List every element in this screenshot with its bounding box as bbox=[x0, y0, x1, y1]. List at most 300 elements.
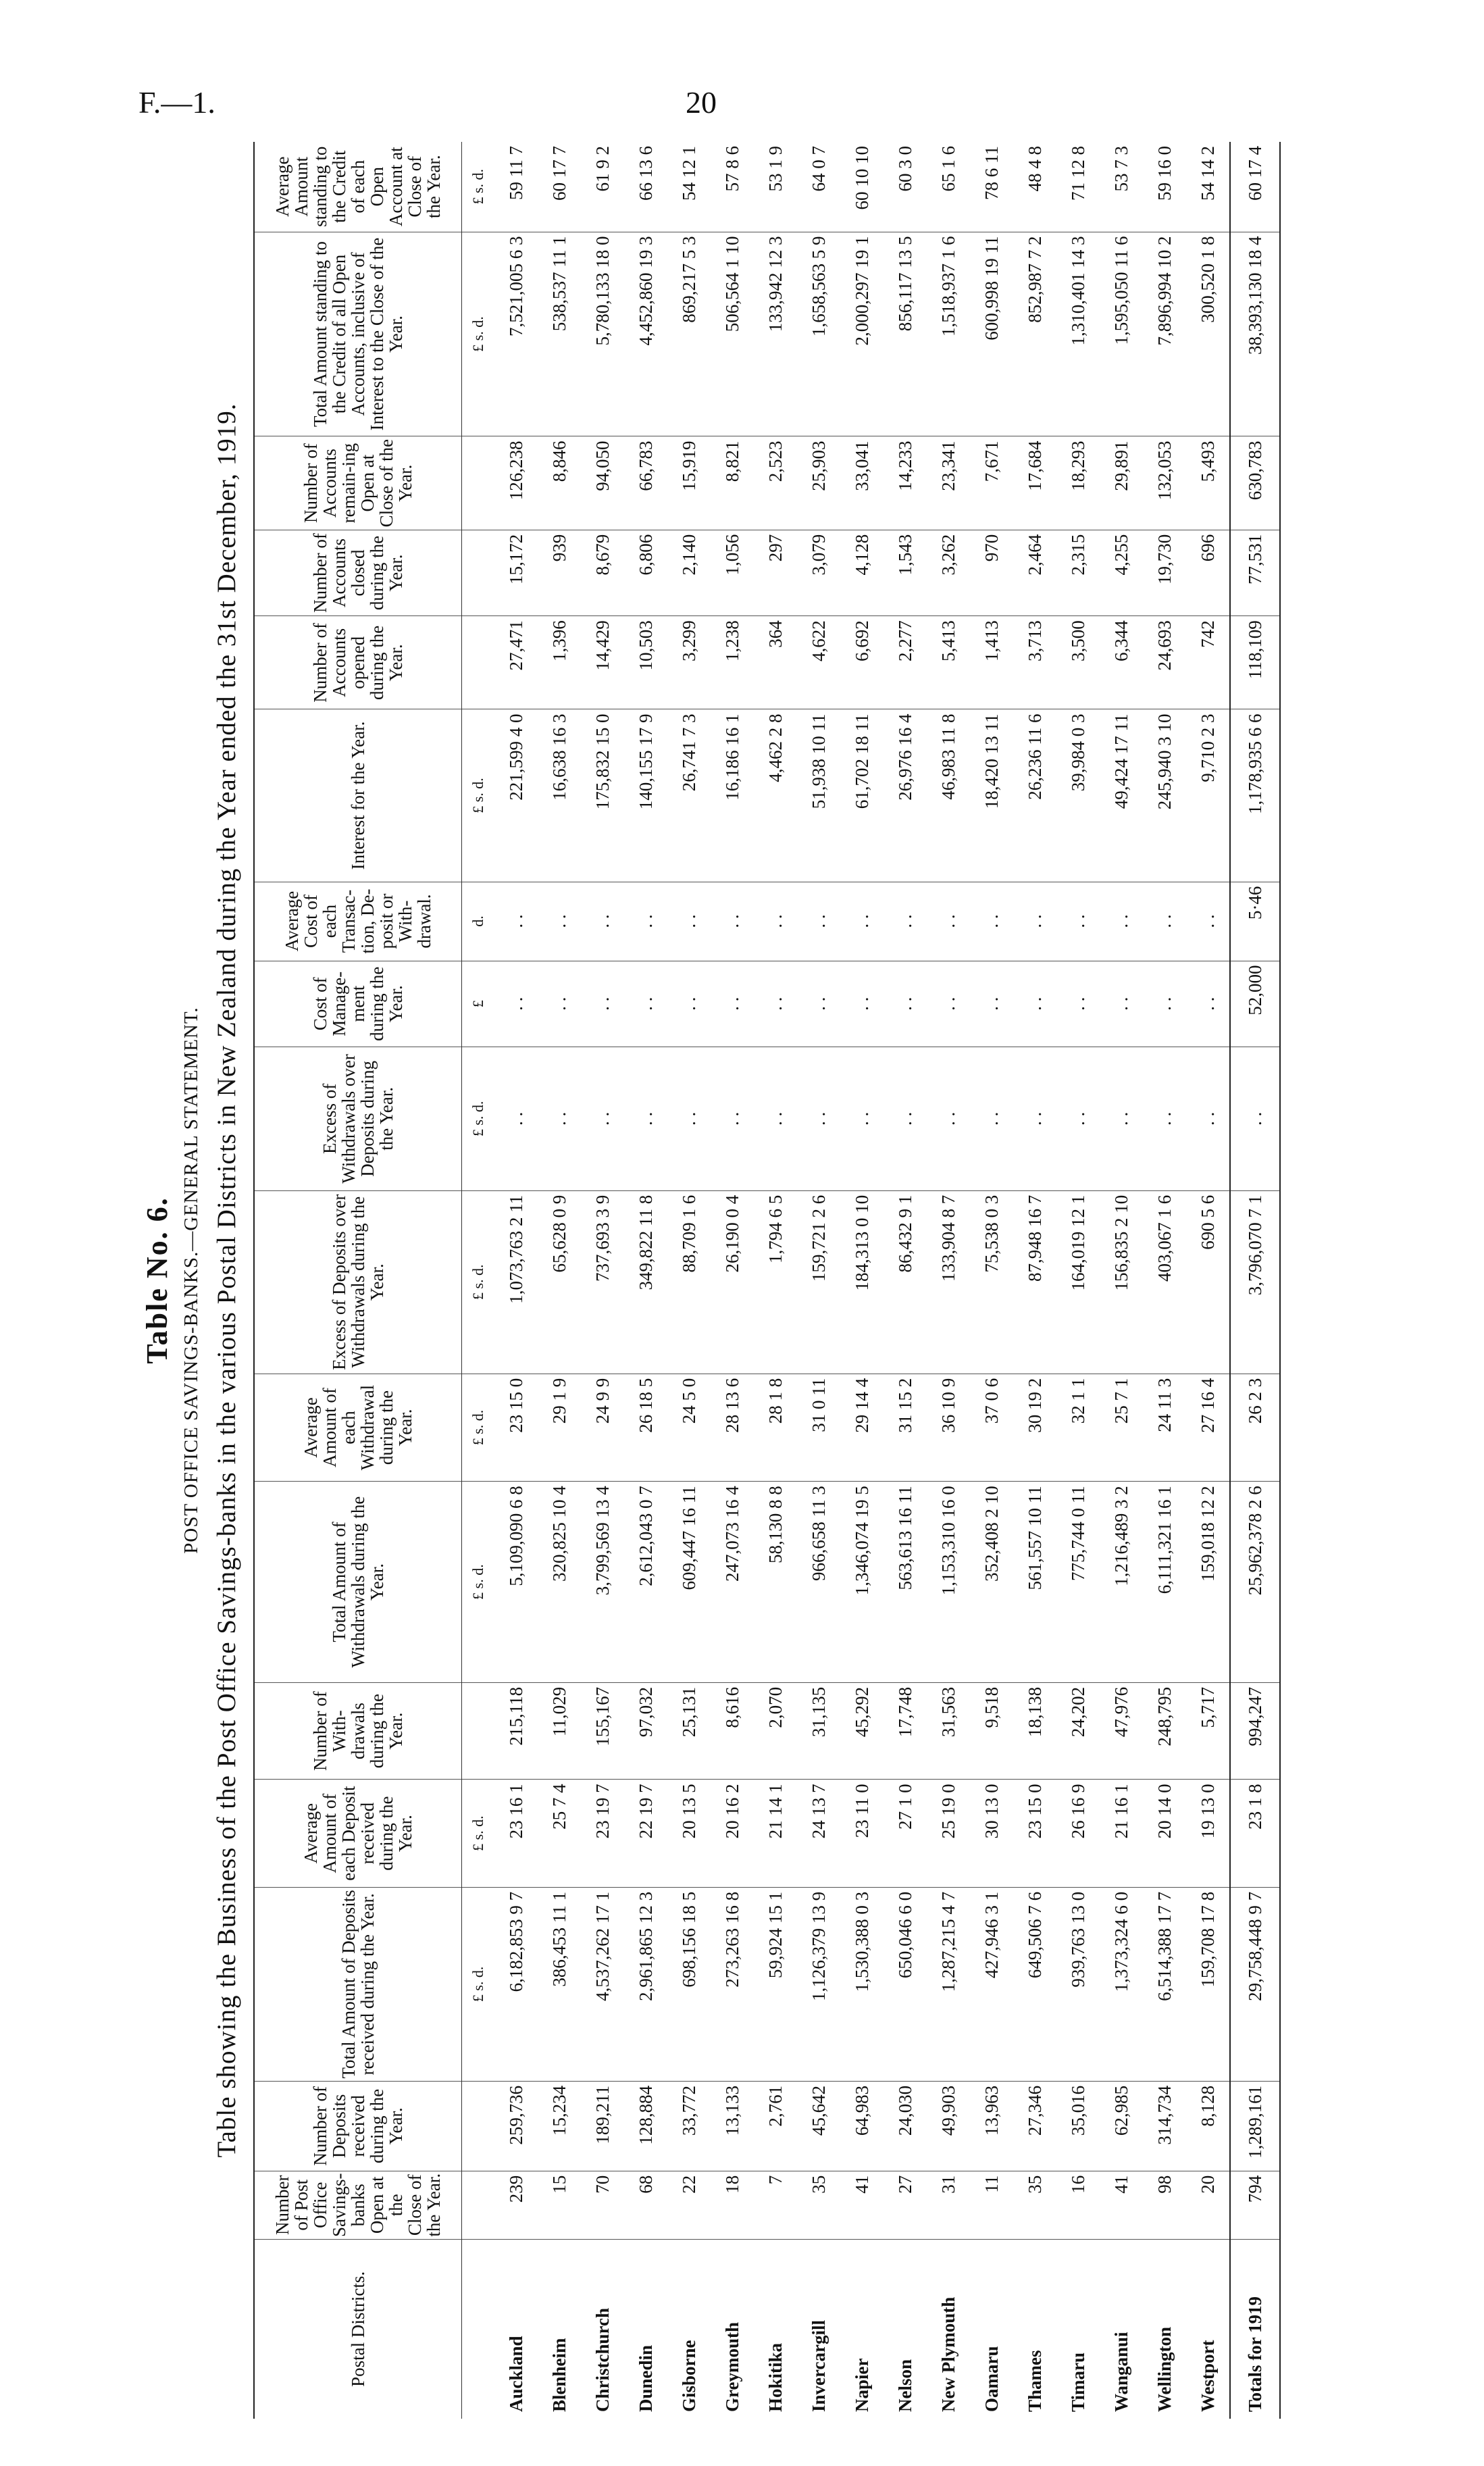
table-cell: . . bbox=[667, 882, 711, 961]
table-cell: 21 16 1 bbox=[1100, 1780, 1143, 1887]
table-cell: 6,111,321 16 1 bbox=[1143, 1482, 1186, 1683]
district-name: Gisborne bbox=[678, 2340, 699, 2412]
table-cell: 561,557 10 11 bbox=[1013, 1482, 1056, 1683]
table-cell: . . bbox=[1100, 1047, 1143, 1191]
table-cell: 17,748 bbox=[884, 1682, 927, 1780]
unit-label: £ bbox=[462, 961, 495, 1047]
table-cell: 7,671 bbox=[970, 436, 1013, 530]
table-cell: 3,299 bbox=[667, 616, 711, 709]
table-cell: 71 12 8 bbox=[1056, 142, 1100, 232]
table-cell: . . bbox=[754, 961, 797, 1047]
table-cell: 349,822 11 8 bbox=[624, 1190, 667, 1374]
table-cell: 30 13 0 bbox=[970, 1780, 1013, 1887]
table-cell: 39,984 0 3 bbox=[1056, 709, 1100, 882]
table-cell: 19,730 bbox=[1143, 530, 1186, 616]
table-cell: . . bbox=[581, 961, 624, 1047]
table-row bbox=[927, 142, 970, 2419]
column-header: Total Amount of Deposits received during the Year. bbox=[254, 1887, 462, 2081]
table-cell: 4,452,860 19 3 bbox=[624, 232, 667, 436]
table-row bbox=[1143, 142, 1186, 2419]
table-cell: 66,783 bbox=[624, 436, 667, 530]
total-cell: 25,962,378 2 6 bbox=[1230, 1482, 1280, 1683]
table-cell: 1,310,401 14 3 bbox=[1056, 232, 1100, 436]
table-cell: . . bbox=[711, 882, 754, 961]
table-cell: 57 8 6 bbox=[711, 142, 754, 232]
table-cell: 4,622 bbox=[797, 616, 840, 709]
table-cell: 3,262 bbox=[927, 530, 970, 616]
total-cell: 1,178,935 6 6 bbox=[1230, 709, 1280, 882]
table-cell: 49,424 17 11 bbox=[1100, 709, 1143, 882]
page-number: 20 bbox=[686, 85, 717, 120]
column-header: Number of With-drawals during the Year. bbox=[254, 1682, 462, 1780]
table-cell: 352,408 2 10 bbox=[970, 1482, 1013, 1683]
table-cell: 86,432 9 1 bbox=[884, 1190, 927, 1374]
table-cell: 25 7 4 bbox=[538, 1780, 581, 1887]
table-cell: 1,153,310 16 0 bbox=[927, 1482, 970, 1683]
district-name: Timaru bbox=[1067, 2352, 1088, 2412]
table-cell: 140,155 17 9 bbox=[624, 709, 667, 882]
table-cell: 966,658 11 3 bbox=[797, 1482, 840, 1683]
district-name: Christchurch bbox=[592, 2307, 613, 2412]
table-cell: 2,070 bbox=[754, 1682, 797, 1780]
table-cell: 538,537 11 1 bbox=[538, 232, 581, 436]
table-cell: . . bbox=[797, 882, 840, 961]
district-name: Invercargill bbox=[808, 2320, 829, 2412]
table-cell: 94,050 bbox=[581, 436, 624, 530]
unit-label bbox=[462, 2081, 495, 2171]
table-cell: 3,500 bbox=[1056, 616, 1100, 709]
table-cell: 19 13 0 bbox=[1186, 1780, 1230, 1887]
table-cell: 10,503 bbox=[624, 616, 667, 709]
table-cell: 18,293 bbox=[1056, 436, 1100, 530]
unit-label: £ s. d. bbox=[462, 1780, 495, 1887]
table-cell: 126,238 bbox=[494, 436, 538, 530]
table-cell: 24 5 0 bbox=[667, 1374, 711, 1481]
unit-label: £ s. d. bbox=[462, 1374, 495, 1481]
table-cell: 1,126,379 13 9 bbox=[797, 1887, 840, 2081]
unit-label: £ s. d. bbox=[462, 232, 495, 436]
table-cell: . . bbox=[667, 961, 711, 1047]
table-cell: . . bbox=[494, 961, 538, 1047]
table-row bbox=[1186, 142, 1230, 2419]
column-header: Number of Post Office Savings-banks Open at the Close of the Year. bbox=[254, 2171, 462, 2239]
table-cell: 239 bbox=[494, 2171, 538, 2239]
table-cell: 58,130 8 8 bbox=[754, 1482, 797, 1683]
table-cell: . . bbox=[1056, 1047, 1100, 1191]
table-cell: 45,642 bbox=[797, 2081, 840, 2171]
unit-label: £ s. d. bbox=[462, 709, 495, 882]
table-cell: 1,658,563 5 9 bbox=[797, 232, 840, 436]
table-cell: . . bbox=[840, 882, 884, 961]
table-cell: 35 bbox=[797, 2171, 840, 2239]
table-cell: . . bbox=[1143, 961, 1186, 1047]
table-cell: 939 bbox=[538, 530, 581, 616]
table-cell: 869,217 5 3 bbox=[667, 232, 711, 436]
unit-label bbox=[462, 530, 495, 616]
table-cell: 16,186 16 1 bbox=[711, 709, 754, 882]
table-cell: 2,612,043 0 7 bbox=[624, 1482, 667, 1683]
table-cell: 189,211 bbox=[581, 2081, 624, 2171]
table-cell: 8,846 bbox=[538, 436, 581, 530]
table-cell: . . bbox=[538, 1047, 581, 1191]
column-header: Interest for the Year. bbox=[254, 709, 462, 882]
table-cell: . . bbox=[884, 1047, 927, 1191]
table-cell: 41 bbox=[840, 2171, 884, 2239]
table-cell: 35,016 bbox=[1056, 2081, 1100, 2171]
table-cell: 11,029 bbox=[538, 1682, 581, 1780]
table-cell: 9,710 2 3 bbox=[1186, 709, 1230, 882]
table-cell: 742 bbox=[1186, 616, 1230, 709]
table-cell: 5,780,133 18 0 bbox=[581, 232, 624, 436]
table-cell: 273,263 16 8 bbox=[711, 1887, 754, 2081]
table-cell: 1,518,937 1 6 bbox=[927, 232, 970, 436]
table-row bbox=[1100, 142, 1143, 2419]
table-cell: 132,053 bbox=[1143, 436, 1186, 530]
column-header: Number of Deposits received during the Year. bbox=[254, 2081, 462, 2171]
table-cell: 600,998 19 11 bbox=[970, 232, 1013, 436]
table-cell: 9,518 bbox=[970, 1682, 1013, 1780]
table-cell: 65 1 6 bbox=[927, 142, 970, 232]
table-cell: 970 bbox=[970, 530, 1013, 616]
table-cell: 221,599 4 0 bbox=[494, 709, 538, 882]
table-cell: 1,346,074 19 5 bbox=[840, 1482, 884, 1683]
table-cell: 88,709 1 6 bbox=[667, 1190, 711, 1374]
table-cell: 27,471 bbox=[494, 616, 538, 709]
table-cell: . . bbox=[711, 961, 754, 1047]
table-cell: 4,255 bbox=[1100, 530, 1143, 616]
table-cell: 27,346 bbox=[1013, 2081, 1056, 2171]
table-cell: 29 1 9 bbox=[538, 1374, 581, 1481]
column-header: Postal Districts. bbox=[254, 2239, 462, 2419]
unit-label: d. bbox=[462, 882, 495, 961]
table-cell: 64,983 bbox=[840, 2081, 884, 2171]
table-cell: . . bbox=[1100, 882, 1143, 961]
table-cell: 75,538 0 3 bbox=[970, 1190, 1013, 1374]
table-cell: 31,563 bbox=[927, 1682, 970, 1780]
table-cell: . . bbox=[1186, 961, 1230, 1047]
table-cell: 18 bbox=[711, 2171, 754, 2239]
table-cell: 25,131 bbox=[667, 1682, 711, 1780]
total-cell: 26 2 3 bbox=[1230, 1374, 1280, 1481]
table-row bbox=[1013, 142, 1056, 2419]
table-cell: . . bbox=[927, 961, 970, 1047]
table-cell: 1,413 bbox=[970, 616, 1013, 709]
table-cell: 23 16 1 bbox=[494, 1780, 538, 1887]
table-cell: 2,140 bbox=[667, 530, 711, 616]
table-cell: 156,835 2 10 bbox=[1100, 1190, 1143, 1374]
table-cell: 26 16 9 bbox=[1056, 1780, 1100, 1887]
table-cell: 87,948 16 7 bbox=[1013, 1190, 1056, 1374]
total-cell: 1,289,161 bbox=[1230, 2081, 1280, 2171]
table-cell: . . bbox=[494, 1047, 538, 1191]
table-cell: 856,117 13 5 bbox=[884, 232, 927, 436]
table-cell: 2,761 bbox=[754, 2081, 797, 2171]
table-cell: 5,493 bbox=[1186, 436, 1230, 530]
table-cell: 78 6 11 bbox=[970, 142, 1013, 232]
column-header: Average Cost of each Transac-tion, De-posit or With-drawal. bbox=[254, 882, 462, 961]
table-cell: 13,133 bbox=[711, 2081, 754, 2171]
total-cell: 38,393,130 18 4 bbox=[1230, 232, 1280, 436]
table-row bbox=[538, 142, 581, 2419]
rotated-table-area bbox=[138, 142, 1408, 2419]
table-cell: 36 10 9 bbox=[927, 1374, 970, 1481]
table-cell: 24 9 9 bbox=[581, 1374, 624, 1481]
table-cell: 31 bbox=[927, 2171, 970, 2239]
table-cell: 128,884 bbox=[624, 2081, 667, 2171]
table-row bbox=[754, 142, 797, 2419]
table-cell: 7 bbox=[754, 2171, 797, 2239]
table-row bbox=[711, 142, 754, 2419]
table-cell: 24,202 bbox=[1056, 1682, 1100, 1780]
total-cell: 794 bbox=[1230, 2171, 1280, 2239]
table-cell: 27 16 4 bbox=[1186, 1374, 1230, 1481]
table-cell: . . bbox=[1056, 882, 1100, 961]
table-cell: 23 19 7 bbox=[581, 1780, 624, 1887]
table-cell: 563,613 16 11 bbox=[884, 1482, 927, 1683]
table-cell: 33,772 bbox=[667, 2081, 711, 2171]
table-cell: 7,896,994 10 2 bbox=[1143, 232, 1186, 436]
table-cell: . . bbox=[624, 1047, 667, 1191]
totals-label: Totals for 1919 bbox=[1230, 2239, 1280, 2419]
table-cell: 696 bbox=[1186, 530, 1230, 616]
table-cell: 59 16 0 bbox=[1143, 142, 1186, 232]
table-cell: 5,413 bbox=[927, 616, 970, 709]
table-cell: 22 bbox=[667, 2171, 711, 2239]
column-header: Number of Accounts remain-ing Open at Close of the Year. bbox=[254, 436, 462, 530]
table-cell: 6,182,853 9 7 bbox=[494, 1887, 538, 2081]
table-cell: 1,287,215 4 7 bbox=[927, 1887, 970, 2081]
table-cell: 20 14 0 bbox=[1143, 1780, 1186, 1887]
table-cell: 17,684 bbox=[1013, 436, 1056, 530]
table-cell: 259,736 bbox=[494, 2081, 538, 2171]
table-cell: 22 19 7 bbox=[624, 1780, 667, 1887]
table-cell: 15,234 bbox=[538, 2081, 581, 2171]
table-cell: 690 5 6 bbox=[1186, 1190, 1230, 1374]
table-cell: 98 bbox=[1143, 2171, 1186, 2239]
column-header: Total Amount standing to the Credit of all Open Accounts, inclusive of Interest to the Close of the Year. bbox=[254, 232, 462, 436]
table-cell: 8,128 bbox=[1186, 2081, 1230, 2171]
table-cell: . . bbox=[884, 882, 927, 961]
table-cell: 32 1 1 bbox=[1056, 1374, 1100, 1481]
table-cell: 23 11 0 bbox=[840, 1780, 884, 1887]
table-cell: 18,138 bbox=[1013, 1682, 1056, 1780]
district-name: Thames bbox=[1024, 2350, 1045, 2412]
district-name: Greymouth bbox=[721, 2322, 742, 2412]
table-cell: 1,530,388 0 3 bbox=[840, 1887, 884, 2081]
table-cell: . . bbox=[840, 1047, 884, 1191]
table-cell: 650,046 6 0 bbox=[884, 1887, 927, 2081]
table-cell: 248,795 bbox=[1143, 1682, 1186, 1780]
table-cell: 7,521,005 6 3 bbox=[494, 232, 538, 436]
total-cell: 29,758,448 9 7 bbox=[1230, 1887, 1280, 2081]
table-cell: 1,373,324 6 0 bbox=[1100, 1887, 1143, 2081]
table-cell: 53 1 9 bbox=[754, 142, 797, 232]
table-cell: 133,942 12 3 bbox=[754, 232, 797, 436]
table-row bbox=[667, 142, 711, 2419]
table-body bbox=[494, 142, 1280, 2419]
table-cell: 25 19 0 bbox=[927, 1780, 970, 1887]
table-cell: 24,693 bbox=[1143, 616, 1186, 709]
table-cell: 164,019 12 1 bbox=[1056, 1190, 1100, 1374]
table-cell: 14,233 bbox=[884, 436, 927, 530]
table-cell: 29,891 bbox=[1100, 436, 1143, 530]
district-name: Nelson bbox=[894, 2359, 915, 2412]
table-cell: 133,904 8 7 bbox=[927, 1190, 970, 1374]
table-caption: Table showing the Business of the Post Office Savings-banks in the various Postal Districts in New Zealand during the Year ended the 31st December, 1919. bbox=[212, 403, 241, 2158]
table-cell: 2,464 bbox=[1013, 530, 1056, 616]
total-cell: . . bbox=[1230, 1047, 1280, 1191]
table-cell: 159,708 17 8 bbox=[1186, 1887, 1230, 2081]
table-cell: 24 13 7 bbox=[797, 1780, 840, 1887]
district-name: Auckland bbox=[505, 2336, 526, 2412]
table-cell: 1,216,489 3 2 bbox=[1100, 1482, 1143, 1683]
table-cell: 97,032 bbox=[624, 1682, 667, 1780]
table-cell: 70 bbox=[581, 2171, 624, 2239]
table-cell: 649,506 7 6 bbox=[1013, 1887, 1056, 2081]
column-header: Total Amount of Withdrawals during the Year. bbox=[254, 1482, 462, 1683]
district-name: Oamaru bbox=[981, 2346, 1002, 2412]
table-cell: 852,987 7 2 bbox=[1013, 232, 1056, 436]
table-cell: . . bbox=[1186, 1047, 1230, 1191]
unit-label bbox=[462, 2171, 495, 2239]
table-cell: 8,821 bbox=[711, 436, 754, 530]
table-cell: . . bbox=[970, 1047, 1013, 1191]
table-cell: 31,135 bbox=[797, 1682, 840, 1780]
table-cell: 247,073 16 4 bbox=[711, 1482, 754, 1683]
table-cell: 23 15 0 bbox=[494, 1374, 538, 1481]
table-cell: 1,073,763 2 11 bbox=[494, 1190, 538, 1374]
table-cell: . . bbox=[754, 1047, 797, 1191]
table-cell: 64 0 7 bbox=[797, 142, 840, 232]
total-cell: 77,531 bbox=[1230, 530, 1280, 616]
table-cell: . . bbox=[711, 1047, 754, 1191]
table-cell: 61,702 18 11 bbox=[840, 709, 884, 882]
table-cell: . . bbox=[1186, 882, 1230, 961]
district-name: Blenheim bbox=[548, 2338, 569, 2412]
table-cell: 49,903 bbox=[927, 2081, 970, 2171]
table-cell: 41 bbox=[1100, 2171, 1143, 2239]
table-cell: 24 11 3 bbox=[1143, 1374, 1186, 1481]
table-cell: 35 bbox=[1013, 2171, 1056, 2239]
table-cell: 26,741 7 3 bbox=[667, 709, 711, 882]
table-cell: . . bbox=[1013, 961, 1056, 1047]
table-cell: 159,018 12 2 bbox=[1186, 1482, 1230, 1683]
unit-label: £ s. d. bbox=[462, 142, 495, 232]
unit-label: £ s. d. bbox=[462, 1887, 495, 2081]
table-cell: . . bbox=[1056, 961, 1100, 1047]
table-cell: 15,919 bbox=[667, 436, 711, 530]
table-cell: 5,109,090 6 8 bbox=[494, 1482, 538, 1683]
table-cell: 314,734 bbox=[1143, 2081, 1186, 2171]
total-cell: 630,783 bbox=[1230, 436, 1280, 530]
total-cell: 60 17 4 bbox=[1230, 142, 1280, 232]
table-cell: 775,744 0 11 bbox=[1056, 1482, 1100, 1683]
table-cell: 27 1 0 bbox=[884, 1780, 927, 1887]
table-row bbox=[884, 142, 927, 2419]
table-cell: . . bbox=[1013, 1047, 1056, 1191]
total-cell: 23 1 8 bbox=[1230, 1780, 1280, 1887]
table-cell: 8,679 bbox=[581, 530, 624, 616]
table-cell: 215,118 bbox=[494, 1682, 538, 1780]
table-row bbox=[840, 142, 884, 2419]
table-cell: . . bbox=[970, 882, 1013, 961]
table-cell: 23 15 0 bbox=[1013, 1780, 1056, 1887]
table-cell: 159,721 2 6 bbox=[797, 1190, 840, 1374]
totals-row bbox=[1230, 142, 1280, 2419]
unit-label: £ s. d. bbox=[462, 1482, 495, 1683]
table-cell: 1,056 bbox=[711, 530, 754, 616]
district-name: Dunedin bbox=[635, 2344, 656, 2412]
table-cell: 16,638 16 3 bbox=[538, 709, 581, 882]
table-cell: 15,172 bbox=[494, 530, 538, 616]
table-cell: 46,983 11 8 bbox=[927, 709, 970, 882]
table-cell: 609,447 16 11 bbox=[667, 1482, 711, 1683]
table-cell: 27 bbox=[884, 2171, 927, 2239]
district-name: Wanganui bbox=[1110, 2332, 1131, 2412]
table-cell: 47,976 bbox=[1100, 1682, 1143, 1780]
total-cell: 118,109 bbox=[1230, 616, 1280, 709]
table-cell: 1,543 bbox=[884, 530, 927, 616]
table-cell: 403,067 1 6 bbox=[1143, 1190, 1186, 1374]
table-cell: 4,537,262 17 1 bbox=[581, 1887, 624, 2081]
table-cell: 6,514,388 17 7 bbox=[1143, 1887, 1186, 2081]
table-cell: 6,692 bbox=[840, 616, 884, 709]
table-cell: 61 9 2 bbox=[581, 142, 624, 232]
table-cell: . . bbox=[494, 882, 538, 961]
table-cell: 245,940 3 10 bbox=[1143, 709, 1186, 882]
column-header: Cost of Manage-ment during the Year. bbox=[254, 961, 462, 1047]
table-cell: 939,763 13 0 bbox=[1056, 1887, 1100, 2081]
table-cell: 59 11 7 bbox=[494, 142, 538, 232]
district-name: Hokitika bbox=[765, 2342, 786, 2412]
table-cell: 59,924 15 1 bbox=[754, 1887, 797, 2081]
table-cell: 11 bbox=[970, 2171, 1013, 2239]
page-identifier: F.—1. bbox=[138, 85, 215, 120]
table-cell: 2,315 bbox=[1056, 530, 1100, 616]
total-cell: 3,796,070 7 1 bbox=[1230, 1190, 1280, 1374]
table-cell: 155,167 bbox=[581, 1682, 624, 1780]
table-cell: . . bbox=[667, 1047, 711, 1191]
table-cell: 2,277 bbox=[884, 616, 927, 709]
column-header: Number of Accounts closed during the Year. bbox=[254, 530, 462, 616]
unit-label bbox=[462, 2239, 495, 2419]
table-cell: 2,523 bbox=[754, 436, 797, 530]
table-cell: . . bbox=[1143, 1047, 1186, 1191]
table-cell: 6,806 bbox=[624, 530, 667, 616]
table-cell: 45,292 bbox=[840, 1682, 884, 1780]
table-cell: . . bbox=[624, 882, 667, 961]
column-header: Average Amount of each Withdrawal during the Year. bbox=[254, 1374, 462, 1481]
table-cell: 51,938 10 11 bbox=[797, 709, 840, 882]
table-cell: 698,156 18 5 bbox=[667, 1887, 711, 2081]
table-cell: . . bbox=[927, 1047, 970, 1191]
savings-bank-table bbox=[253, 142, 1281, 2419]
table-cell: . . bbox=[538, 882, 581, 961]
unit-label bbox=[462, 616, 495, 709]
table-cell: 31 15 2 bbox=[884, 1374, 927, 1481]
table-cell: . . bbox=[1100, 961, 1143, 1047]
unit-label bbox=[462, 1682, 495, 1780]
table-cell: 320,825 10 4 bbox=[538, 1482, 581, 1683]
table-cell: 184,313 0 10 bbox=[840, 1190, 884, 1374]
table-cell: . . bbox=[927, 882, 970, 961]
table-cell: . . bbox=[624, 961, 667, 1047]
table-row bbox=[1056, 142, 1100, 2419]
table-cell: . . bbox=[970, 961, 1013, 1047]
table-cell: 297 bbox=[754, 530, 797, 616]
table-cell: 26,236 11 6 bbox=[1013, 709, 1056, 882]
table-row bbox=[581, 142, 624, 2419]
